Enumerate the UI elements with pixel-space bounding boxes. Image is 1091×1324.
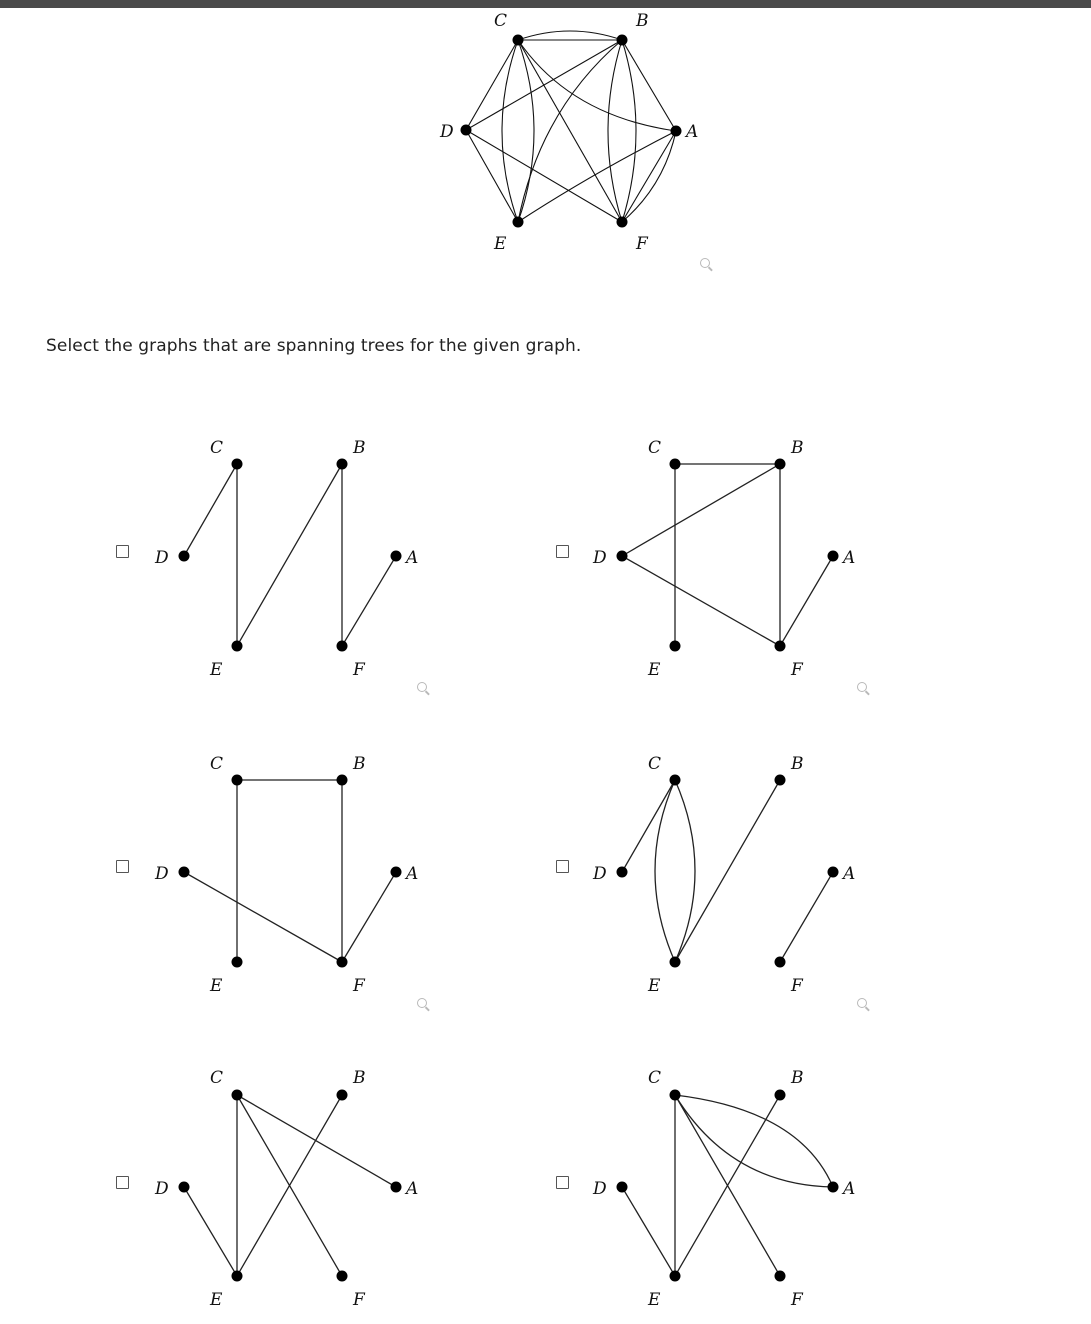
label-b: B [353,1068,366,1088]
label-e: E [648,976,661,996]
label-c: C [210,438,224,458]
label-e: E [210,1290,223,1310]
label-b: B [636,11,649,31]
label-d: D [155,548,169,568]
edge-e-b [237,464,342,646]
label-a: A [843,864,856,884]
option-6-graph [580,1060,880,1320]
label-d: D [155,864,169,884]
zoom-icon[interactable] [857,682,867,692]
edge-d-b [622,464,780,556]
vertex-c [232,459,243,470]
vertex-e [513,217,524,228]
label-f: F [353,660,365,680]
vertex-a [828,551,839,562]
label-c: C [494,11,508,31]
label-b: B [791,1068,804,1088]
option-1-checkbox[interactable] [116,545,129,558]
edge-c-e [502,40,518,222]
vertex-c [513,35,524,46]
vertex-b [775,775,786,786]
question-text: Select the graphs that are spanning trees for the given graph. [46,336,582,356]
vertex-d [179,1182,190,1193]
label-a: A [406,864,419,884]
vertex-d [461,125,472,136]
vertex-a [391,551,402,562]
edge-b-a [622,40,676,131]
vertex-d [617,1182,628,1193]
vertex-d [617,867,628,878]
vertex-a [671,126,682,137]
label-d: D [440,122,454,142]
label-a: A [686,122,699,142]
option-3-graph [140,746,440,1006]
label-d: D [155,1179,169,1199]
option-5-graph [140,1060,440,1320]
edge-d-f [184,872,342,962]
label-e: E [648,660,661,680]
label-f: F [791,1290,803,1310]
label-f: F [636,234,648,254]
label-b: B [791,754,804,774]
edge-c-a [237,1095,396,1187]
vertex-c [232,775,243,786]
label-b: B [353,438,366,458]
vertex-a [828,867,839,878]
label-a: A [406,1179,419,1199]
vertex-b [775,459,786,470]
vertex-c [670,1090,681,1101]
edge-d-f [466,130,622,222]
label-e: E [494,234,507,254]
vertex-f [775,957,786,968]
vertex-b [337,1090,348,1101]
vertex-c [232,1090,243,1101]
vertex-f [775,1271,786,1282]
vertex-d [617,551,628,562]
label-f: F [353,1290,365,1310]
label-d: D [593,1179,607,1199]
label-f: F [353,976,365,996]
edge-d-f [622,556,780,646]
option-2-checkbox[interactable] [556,545,569,558]
vertex-e [670,957,681,968]
label-a: A [406,548,419,568]
option-1-graph [140,430,440,690]
label-d: D [593,548,607,568]
edge-d-c [184,464,237,556]
edge-f-a [342,872,396,962]
label-c: C [648,438,662,458]
option-2-graph [580,430,880,690]
option-3-checkbox[interactable] [116,860,129,873]
edge-e-b [675,780,780,962]
label-c: C [648,1068,662,1088]
edge-c-e [675,780,695,962]
label-c: C [210,754,224,774]
zoom-icon[interactable] [857,998,867,1008]
edge-b-f [622,40,636,222]
label-b: B [791,438,804,458]
edge-d-e [622,1187,675,1276]
option-5-checkbox[interactable] [116,1176,129,1189]
option-4-graph [580,746,880,1006]
vertex-b [337,775,348,786]
edge-f-a [780,556,833,646]
edge-c-e [518,40,534,222]
edge-a-e [518,131,676,222]
vertex-e [232,957,243,968]
vertex-a [391,1182,402,1193]
edge-c-e [655,780,675,962]
edge-c-b [518,31,622,40]
label-d: D [593,864,607,884]
zoom-icon[interactable] [700,258,710,268]
label-c: C [210,1068,224,1088]
edge-f-a [342,556,396,646]
option-4-checkbox[interactable] [556,860,569,873]
edge-f-a [780,872,833,962]
vertex-c [670,459,681,470]
vertex-d [179,551,190,562]
label-f: F [791,976,803,996]
vertex-a [391,867,402,878]
edge-d-e [184,1187,237,1276]
vertex-e [232,1271,243,1282]
edge-c-d [466,40,518,130]
label-c: C [648,754,662,774]
vertex-f [337,957,348,968]
zoom-icon[interactable] [417,998,427,1008]
vertex-b [617,35,628,46]
vertex-d [179,867,190,878]
label-e: E [210,660,223,680]
label-f: F [791,660,803,680]
edge-c-a [518,40,676,131]
edge-d-c [622,780,675,872]
edge-d-e [466,130,518,222]
vertex-a [828,1182,839,1193]
vertex-f [337,641,348,652]
label-e: E [210,976,223,996]
vertex-f [775,641,786,652]
label-a: A [843,1179,856,1199]
main-graph [0,0,1091,300]
vertex-c [670,775,681,786]
vertex-b [775,1090,786,1101]
vertex-f [337,1271,348,1282]
vertex-f [617,217,628,228]
vertex-e [670,1271,681,1282]
edge-b-d [466,40,622,130]
label-a: A [843,548,856,568]
option-6-checkbox[interactable] [556,1176,569,1189]
label-b: B [353,754,366,774]
edge-b-f [608,40,622,222]
zoom-icon[interactable] [417,682,427,692]
label-e: E [648,1290,661,1310]
vertex-e [670,641,681,652]
vertex-e [232,641,243,652]
vertex-b [337,459,348,470]
